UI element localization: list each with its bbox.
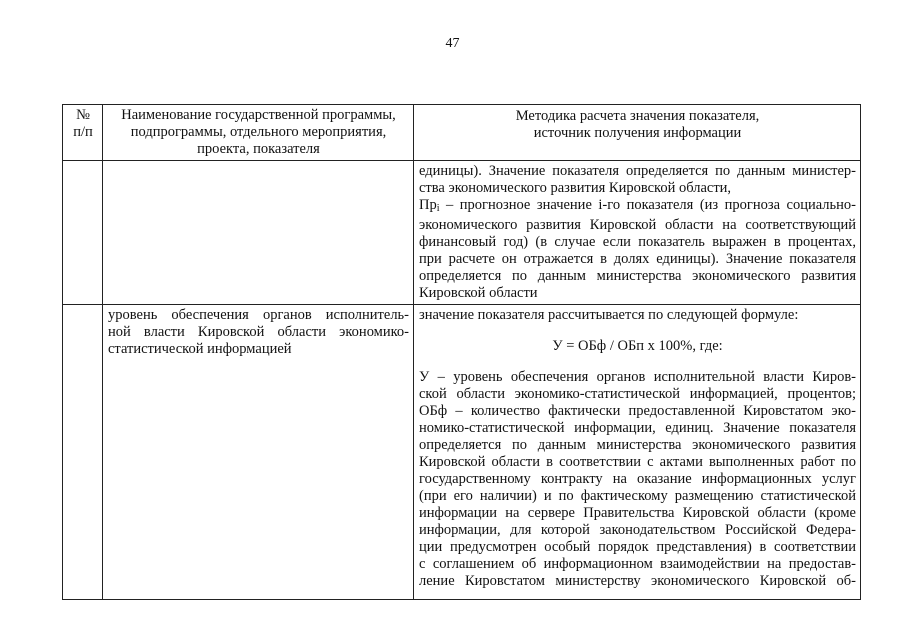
row1-method-cell (414, 161, 861, 305)
table-row (63, 305, 861, 600)
header-number-line-1: № (76, 107, 90, 123)
page-number: 47 (445, 36, 460, 51)
row2-method-line: (при его наличии) и по фактическому размещению статистической (419, 488, 856, 504)
row2-method-line: с соглашением об информационном взаимодействии на предостав- (419, 556, 856, 572)
header-name (103, 105, 414, 161)
row2-method-cell (414, 305, 861, 600)
header-number (63, 105, 103, 161)
row2-method-line: информации на сервере Правительства Кировской области (кроме (419, 505, 856, 521)
header-name-line-1: Наименование государственной программы, (121, 107, 396, 123)
row1-method-line: ства экономического развития Кировской области, (419, 180, 732, 196)
table-row (63, 161, 861, 305)
forecast-symbol: Пр (419, 197, 437, 213)
row2-method-intro: значение показателя рассчитывается по следующей формуле: (419, 307, 799, 323)
row2-number-cell (63, 305, 103, 600)
row1-method-line: экономического развития Кировской области на соответствующий (419, 217, 856, 233)
row1-method-line: финансовый год) (в случае если показатель выражен в процентах, (419, 234, 856, 250)
row2-method-line: определяется по данным министерства экономического развития (419, 437, 856, 453)
row2-method-line: ление Кировстатом министерству экономического Кировской об- (419, 573, 856, 589)
row1-number-cell (63, 161, 103, 305)
formula: У = ОБф / ОБп х 100%, где: (552, 338, 723, 354)
row2-name-line: ной власти Кировской области экономико- (108, 324, 409, 340)
forecast-subscript: i (436, 203, 440, 214)
header-name-line-3: проекта, показателя (197, 141, 320, 157)
row2-method-line: номико-статистической информации, единиц. Значение показателя (419, 420, 856, 436)
row2-method-line: информации, для которой законодательством Российской Федера- (419, 522, 856, 538)
header-method (414, 105, 861, 161)
row1-method-line: при расчете он отражается в долях единицы). Значение показателя (419, 251, 856, 267)
row2-name-line: статистической информацией (108, 341, 292, 357)
row2-method-line: У – уровень обеспечения органов исполнительной власти Киров- (419, 369, 856, 385)
row2-method-line: Кировской области в соответствии с актами выполненных работ по (419, 454, 856, 470)
header-method-line-1: Методика расчета значения показателя, (515, 108, 760, 124)
header-name-line-2: подпрограммы, отдельного мероприятия, (130, 124, 387, 140)
row1-method-line: определяется по данным министерства экономического развития (419, 268, 856, 284)
row2-name-line: уровень обеспечения органов исполнитель- (108, 307, 409, 323)
header-number-line-2: п/п (73, 124, 93, 140)
row2-method-line: ОБф – количество фактически предоставленной Кировстатом эко- (419, 403, 856, 419)
row1-method-line: Кировской области (419, 285, 538, 301)
row1-name-cell (103, 161, 414, 305)
row2-method-line: ской области экономико-статистической информацией, процентов; (419, 386, 856, 402)
row2-method-line: государственному контракту на оказание информационных услуг (419, 471, 856, 487)
row1-method-line: единицы). Значение показателя определяется по данным министер- (419, 163, 856, 179)
row2-name-cell (103, 305, 414, 600)
forecast-definition: – прогнозное значение i-го показателя (из прогноза социально- (439, 197, 856, 213)
row1-method-line (419, 197, 856, 217)
row2-method-line: ции предусмотрен особый порядок представления) в соответствии (419, 539, 856, 555)
header-method-line-2: источник получения информации (533, 125, 742, 141)
table-header-row (63, 105, 861, 161)
indicator-methodology-table (62, 104, 861, 600)
